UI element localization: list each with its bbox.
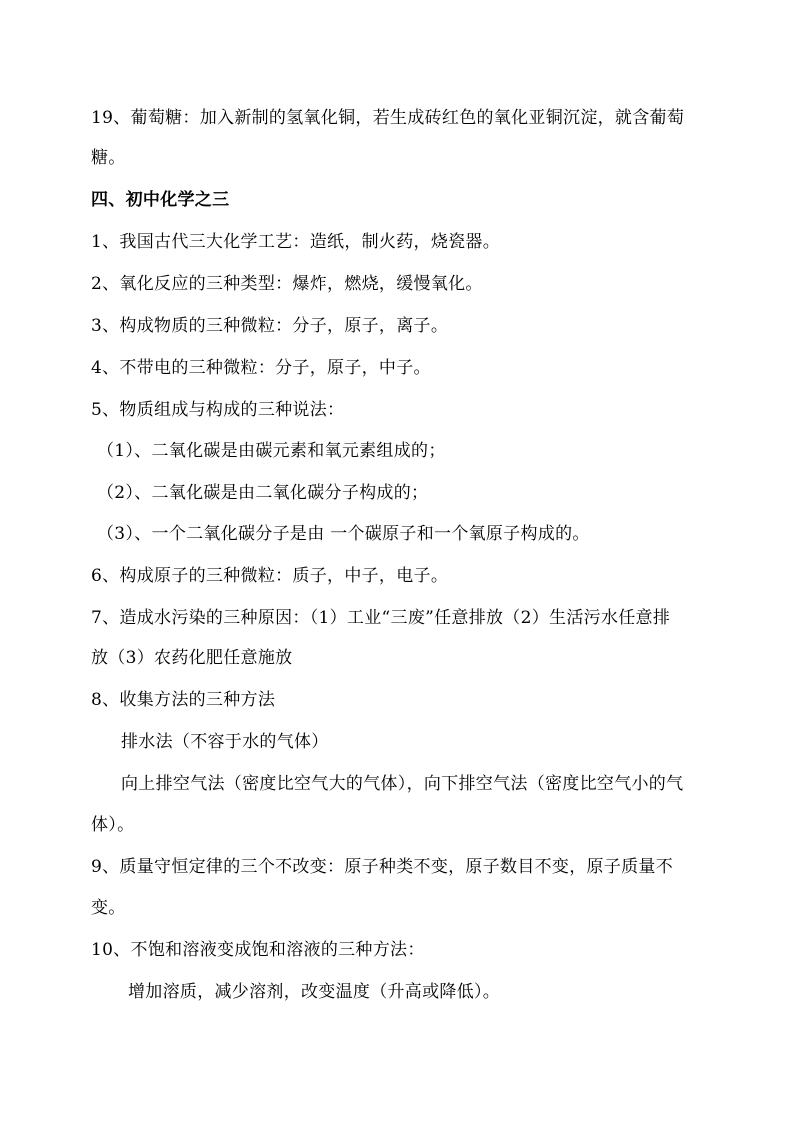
text-line-item-8-method-2: 向上排空气法（密度比空气大的气体），向下排空气法（密度比空气小的气 (121, 774, 684, 794)
text-line-item-5-sub-1: （1）、二氧化碳是由碳元素和氧元素组成的； (97, 441, 446, 461)
text-line-item-5-sub-2: （2）、二氧化碳是由二氧化碳分子构成的； (97, 483, 429, 503)
text-line-glucose-test-cont: 糖。 (91, 148, 126, 168)
text-line-item-8-method-2-cont: 体）。 (91, 815, 135, 835)
text-line-item-9-cont: 变。 (91, 898, 126, 918)
text-line-item-10-methods: 增加溶质，减少溶剂，改变温度（升高或降低）。 (128, 982, 501, 1002)
text-line-item-8: 8、收集方法的三种方法 (91, 690, 276, 710)
text-line-item-1: 1、我国古代三大化学工艺：造纸，制火药，烧瓷器。 (91, 232, 501, 252)
text-line-item-10: 10、不饱和溶液变成饱和溶液的三种方法： (91, 940, 425, 960)
text-line-item-2: 2、氧化反应的三种类型：爆炸，燃烧，缓慢氧化。 (91, 274, 483, 294)
text-line-item-5: 5、物质组成与构成的三种说法： (91, 400, 345, 420)
text-line-item-6: 6、构成原子的三种微粒：质子，中子，电子。 (91, 566, 449, 586)
text-line-glucose-test: 19、葡萄糖：加入新制的氢氧化铜，若生成砖红色的氧化亚铜沉淀，就含葡萄 (91, 108, 685, 128)
text-line-item-7: 7、造成水污染的三种原因：（1）工业“三废”任意排放（2）生活污水任意排 (91, 608, 671, 628)
text-line-item-8-method-1: 排水法（不容于水的气体） (121, 732, 329, 752)
text-line-item-7-cont: 放（3）农药化肥任意施放 (91, 648, 293, 668)
section-heading: 四、初中化学之三 (91, 190, 230, 210)
text-line-item-5-sub-3: （3）、一个二氧化碳分子是由 一个碳原子和一个氧原子构成的。 (97, 524, 590, 544)
text-line-item-9: 9、质量守恒定律的三个不改变：原子种类不变，原子数目不变，原子质量不 (91, 857, 674, 877)
text-line-item-4: 4、不带电的三种微粒：分子，原子，中子。 (91, 358, 431, 378)
text-line-item-3: 3、构成物质的三种微粒：分子，原子，离子。 (91, 316, 449, 336)
